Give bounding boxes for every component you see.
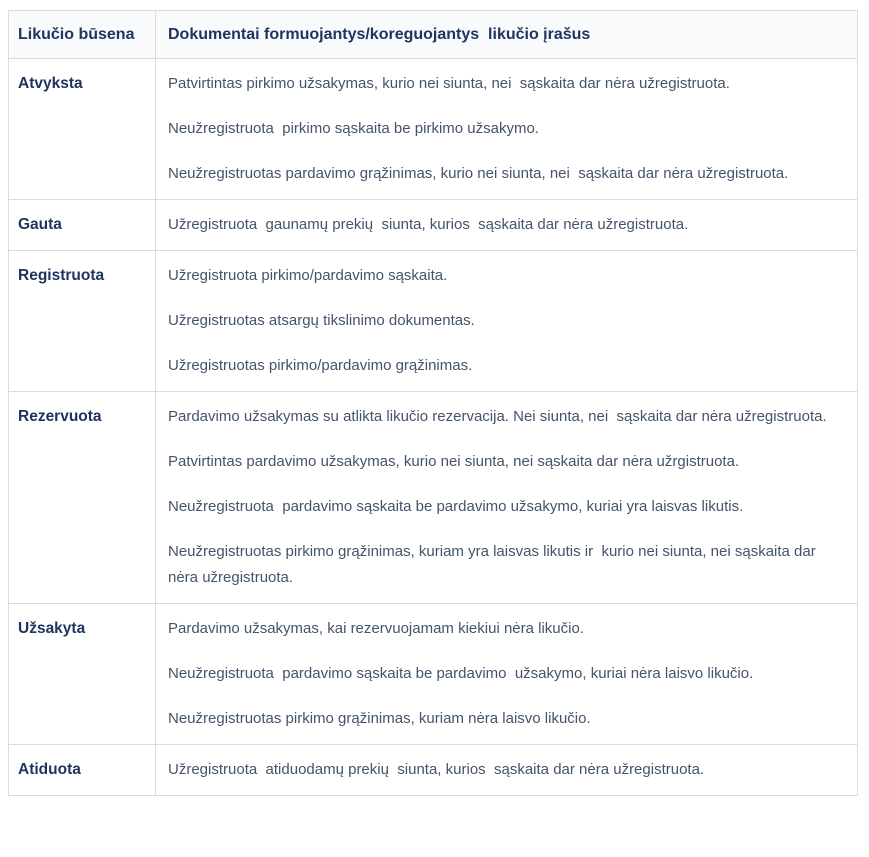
document-description: Neužregistruotas pirkimo grąžinimas, kuriam nėra laisvo likučio. [168, 710, 591, 727]
document-description: Neužregistruota pardavimo sąskaita be pardavimo užsakymo, kuriai yra laisvas likutis. [168, 498, 744, 515]
document-description: Neužregistruota pirkimo sąskaita be pirkimo užsakymo. [168, 120, 539, 137]
header-documents-column: Dokumentai formuojantys/koreguojantys likučio įrašus [156, 11, 858, 59]
document-description: Užregistruotas pirkimo/pardavimo grąžinimas. [168, 357, 473, 374]
document-description: Neužregistruotas pirkimo grąžinimas, kuriam yra laisvas likutis ir kurio nei siunta, nei sąskaita dar nėra užregistruota. [168, 543, 820, 586]
documents-cell [156, 604, 858, 745]
balance-status-table [8, 10, 858, 796]
document-description: Užregistruota atiduodamų prekių siunta, kurios sąskaita dar nėra užregistruota. [168, 761, 705, 778]
status-cell: Atvyksta [9, 59, 156, 200]
table-row [9, 745, 858, 796]
table-row [9, 392, 858, 604]
header-row [9, 11, 858, 59]
document-description: Užregistruota gaunamų prekių siunta, kurios sąskaita dar nėra užregistruota. [168, 216, 689, 233]
header-status-column: Likučio būsena [9, 11, 156, 59]
documents-cell [156, 200, 858, 251]
status-cell: Atiduota [9, 745, 156, 796]
document-description: Neužregistruota pardavimo sąskaita be pardavimo užsakymo, kuriai nėra laisvo likučio. [168, 665, 754, 682]
status-cell: Registruota [9, 251, 156, 392]
documents-cell [156, 745, 858, 796]
status-cell: Rezervuota [9, 392, 156, 604]
documents-cell [156, 59, 858, 200]
document-description: Patvirtintas pirkimo užsakymas, kurio nei siunta, nei sąskaita dar nėra užregistruota. [168, 75, 730, 92]
table-header [9, 11, 858, 59]
documents-cell [156, 392, 858, 604]
document-description: Užregistruota pirkimo/pardavimo sąskaita. [168, 267, 448, 284]
document-description: Patvirtintas pardavimo užsakymas, kurio nei siunta, nei sąskaita dar nėra užrgistruota. [168, 453, 740, 470]
table-row [9, 604, 858, 745]
table-row [9, 200, 858, 251]
document-description: Užregistruotas atsargų tikslinimo dokumentas. [168, 312, 475, 329]
document-description: Pardavimo užsakymas, kai rezervuojamam kiekiui nėra likučio. [168, 620, 584, 637]
table-row [9, 251, 858, 392]
document-description: Neužregistruotas pardavimo grąžinimas, kurio nei siunta, nei sąskaita dar nėra užregistruota. [168, 165, 789, 182]
table-row [9, 59, 858, 200]
documents-cell [156, 251, 858, 392]
document-description: Pardavimo užsakymas su atlikta likučio rezervacija. Nei siunta, nei sąskaita dar nėra užregistruota. [168, 408, 827, 425]
status-cell: Užsakyta [9, 604, 156, 745]
status-table-container [8, 10, 860, 796]
status-cell: Gauta [9, 200, 156, 251]
table-body [9, 59, 858, 796]
